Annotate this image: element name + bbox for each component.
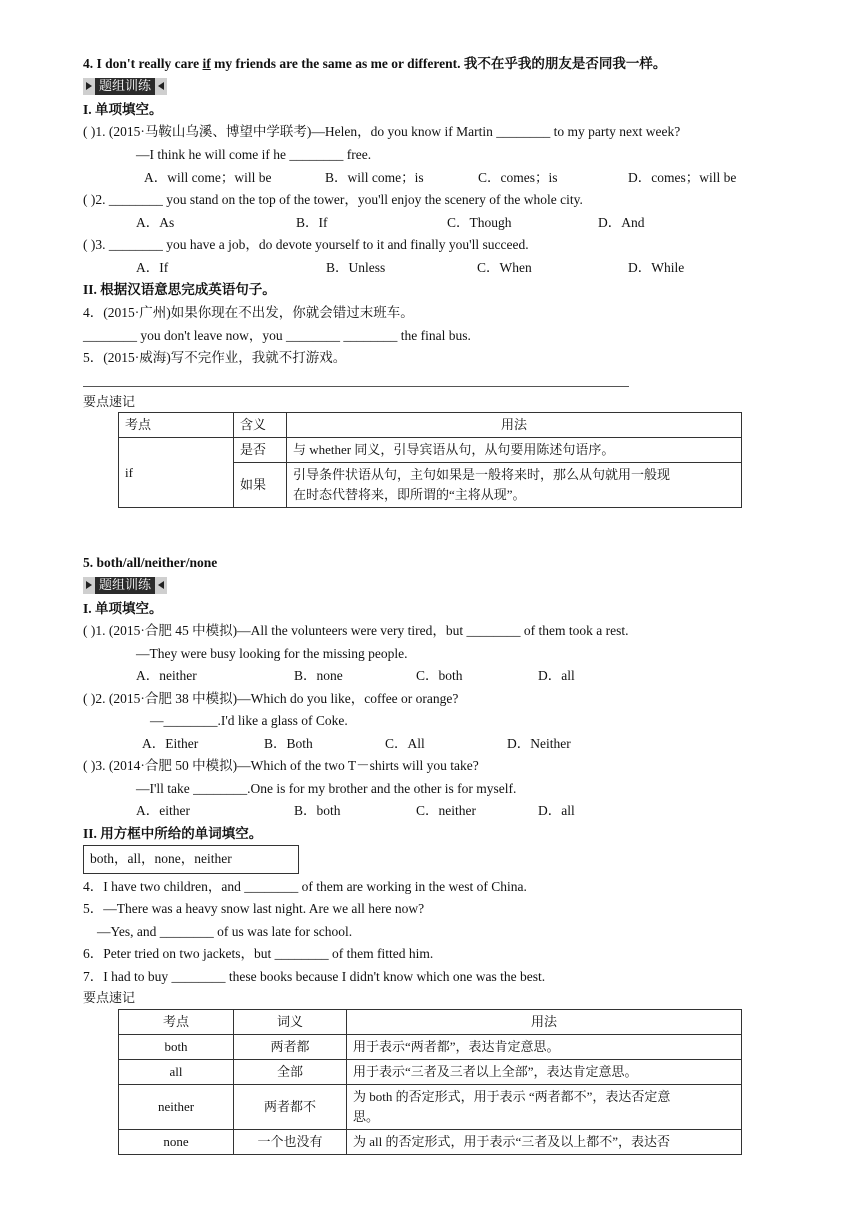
badge-label: 题组训练 xyxy=(95,78,155,95)
option-b: B．both xyxy=(294,803,341,818)
point-cell: both xyxy=(119,1035,234,1060)
header-point: 考点 xyxy=(119,1010,234,1035)
option-a: A．will come；will be xyxy=(144,170,272,185)
point-cell: none xyxy=(119,1130,234,1155)
fill-5: 5．—There was a heavy snow last night. Are we all here now? xyxy=(83,901,425,916)
fill-4: 4．I have two children，and ________ of them are working in the west of China. xyxy=(83,879,527,894)
point-cell: neither xyxy=(119,1085,234,1130)
heading-text-rest: my friends are the same as me or different. 我不在乎我的朋友是否同我一样。 xyxy=(210,56,667,71)
play-icon xyxy=(83,577,95,594)
meaning-cell: 两者都不 xyxy=(234,1085,347,1130)
header-point: 考点 xyxy=(119,413,234,438)
option-d: D．all xyxy=(538,668,575,683)
meaning-cell: 两者都 xyxy=(234,1035,347,1060)
question-1-reply: —I think he will come if he ________ free. xyxy=(136,147,372,162)
notes-title: 要点速记 xyxy=(83,395,136,410)
fill-7: 7．I had to buy ________ these books because I didn't know which one was the best. xyxy=(83,969,546,984)
practice-badge xyxy=(83,78,167,95)
question-2: ( )2. (2015·合肥 38 中模拟)—Which do you like，coffee or orange? xyxy=(83,691,459,706)
badge-label: 题组训练 xyxy=(95,577,155,594)
usage-line: 为 both 的否定形式，用于表示 “两者都不”，表达否定意 xyxy=(353,1089,671,1104)
translate-5: 5．(2015·威海)写不完作业，我就不打游戏。 xyxy=(83,350,347,365)
option-c: C．All xyxy=(385,736,425,751)
option-d: D．Neither xyxy=(507,736,571,751)
option-a: A．As xyxy=(136,215,175,230)
word-box-text: both，all，none，neither xyxy=(90,851,232,866)
fill-5-reply: —Yes, and ________ of us was late for school. xyxy=(97,924,353,939)
option-a: A．Either xyxy=(142,736,199,751)
meaning-cell: 一个也没有 xyxy=(234,1130,347,1155)
practice-badge xyxy=(83,577,167,594)
option-b: B．Unless xyxy=(326,260,386,275)
answer-line xyxy=(83,386,629,387)
translate-4: 4．(2015·广州)如果你现在不出发，你就会错过末班车。 xyxy=(83,305,414,320)
heading-text: 4. I don't really care xyxy=(83,56,203,71)
option-c: C．Though xyxy=(447,215,512,230)
key-points-table xyxy=(118,412,742,508)
meaning-cell: 是否 xyxy=(234,438,287,463)
heading-keyword: if xyxy=(202,56,211,71)
option-b: B．will come；is xyxy=(325,170,424,185)
point-cell: if xyxy=(119,438,234,508)
table-row xyxy=(119,1060,742,1085)
table-header-row xyxy=(119,413,742,438)
table-row xyxy=(119,438,742,463)
question-2-reply: —________.I'd like a glass of Coke. xyxy=(150,713,348,728)
meaning-cell: 如果 xyxy=(234,463,287,508)
header-meaning: 词义 xyxy=(234,1010,347,1035)
option-b: B．If xyxy=(296,215,328,230)
section4-heading xyxy=(83,55,666,72)
question-1-reply: —They were busy looking for the missing people. xyxy=(136,646,408,661)
part1-title: I. 单项填空。 xyxy=(83,102,163,117)
usage-cell: 为 all 的否定形式，用于表示“三者及以上都不”，表达否 xyxy=(347,1130,742,1155)
key-points-table xyxy=(118,1009,742,1155)
notes-title: 要点速记 xyxy=(83,991,136,1006)
table-header-row xyxy=(119,1010,742,1035)
header-usage: 用法 xyxy=(347,1010,742,1035)
word-box xyxy=(83,845,299,874)
table-row xyxy=(119,1130,742,1155)
table-row xyxy=(119,1085,742,1130)
option-c: C．neither xyxy=(416,803,476,818)
section5-heading: 5. both/all/neither/none xyxy=(83,555,218,570)
question-2: ( )2. ________ you stand on the top of the tower，you'll enjoy the scenery of the whole city. xyxy=(83,192,583,207)
option-a: A．either xyxy=(136,803,190,818)
table-row xyxy=(119,1035,742,1060)
question-1: ( )1. (2015·马鞍山乌溪、博望中学联考)—Helen，do you know if Martin ________ to my party next week? xyxy=(83,124,681,139)
part2-title: II. 用方框中所给的单词填空。 xyxy=(83,826,263,841)
option-a: A．neither xyxy=(136,668,197,683)
usage-cell xyxy=(347,1085,742,1130)
option-d: D．all xyxy=(538,803,575,818)
option-c: C．comes；is xyxy=(478,170,558,185)
question-3-reply: —I'll take ________.One is for my brother and the other is for myself. xyxy=(136,781,517,796)
question-3: ( )3. ________ you have a job，do devote yourself to it and finally you'll succeed. xyxy=(83,237,529,252)
usage-line: 引导条件状语从句，主句如果是一般将来时，那么从句就用一般现 xyxy=(293,467,671,482)
fill-6: 6．Peter tried on two jackets，but ________ of them fitted him. xyxy=(83,946,434,961)
header-usage: 用法 xyxy=(287,413,742,438)
option-b: B．Both xyxy=(264,736,313,751)
play-icon xyxy=(83,78,95,95)
option-d: D．comes；will be xyxy=(628,170,737,185)
question-3: ( )3. (2014·合肥 50 中模拟)—Which of the two T－shirts will you take? xyxy=(83,758,479,773)
meaning-cell: 全部 xyxy=(234,1060,347,1085)
usage-cell xyxy=(287,463,742,508)
option-d: D．While xyxy=(628,260,685,275)
point-cell: all xyxy=(119,1060,234,1085)
usage-cell: 用于表示“两者都”，表达肯定意思。 xyxy=(347,1035,742,1060)
option-c: C．When xyxy=(477,260,532,275)
usage-line: 在时态代替将来，即所谓的“主将从现”。 xyxy=(293,487,526,502)
question-1: ( )1. (2015·合肥 45 中模拟)—All the volunteers were very tired，but ________ of them took a rest. xyxy=(83,623,629,638)
translate-4-blank: ________ you don't leave now，you ________ ________ the final bus. xyxy=(83,328,471,343)
option-c: C．both xyxy=(416,668,463,683)
part1-title: I. 单项填空。 xyxy=(83,601,163,616)
option-d: D．And xyxy=(598,215,645,230)
usage-cell: 与 whether 同义，引导宾语从句，从句要用陈述句语序。 xyxy=(287,438,742,463)
back-icon xyxy=(155,577,167,594)
part2-title: II. 根据汉语意思完成英语句子。 xyxy=(83,282,276,297)
usage-line: 思。 xyxy=(353,1109,380,1124)
option-b: B．none xyxy=(294,668,343,683)
back-icon xyxy=(155,78,167,95)
header-meaning: 含义 xyxy=(234,413,287,438)
usage-cell: 用于表示“三者及三者以上全部”，表达肯定意思。 xyxy=(347,1060,742,1085)
option-a: A．If xyxy=(136,260,169,275)
